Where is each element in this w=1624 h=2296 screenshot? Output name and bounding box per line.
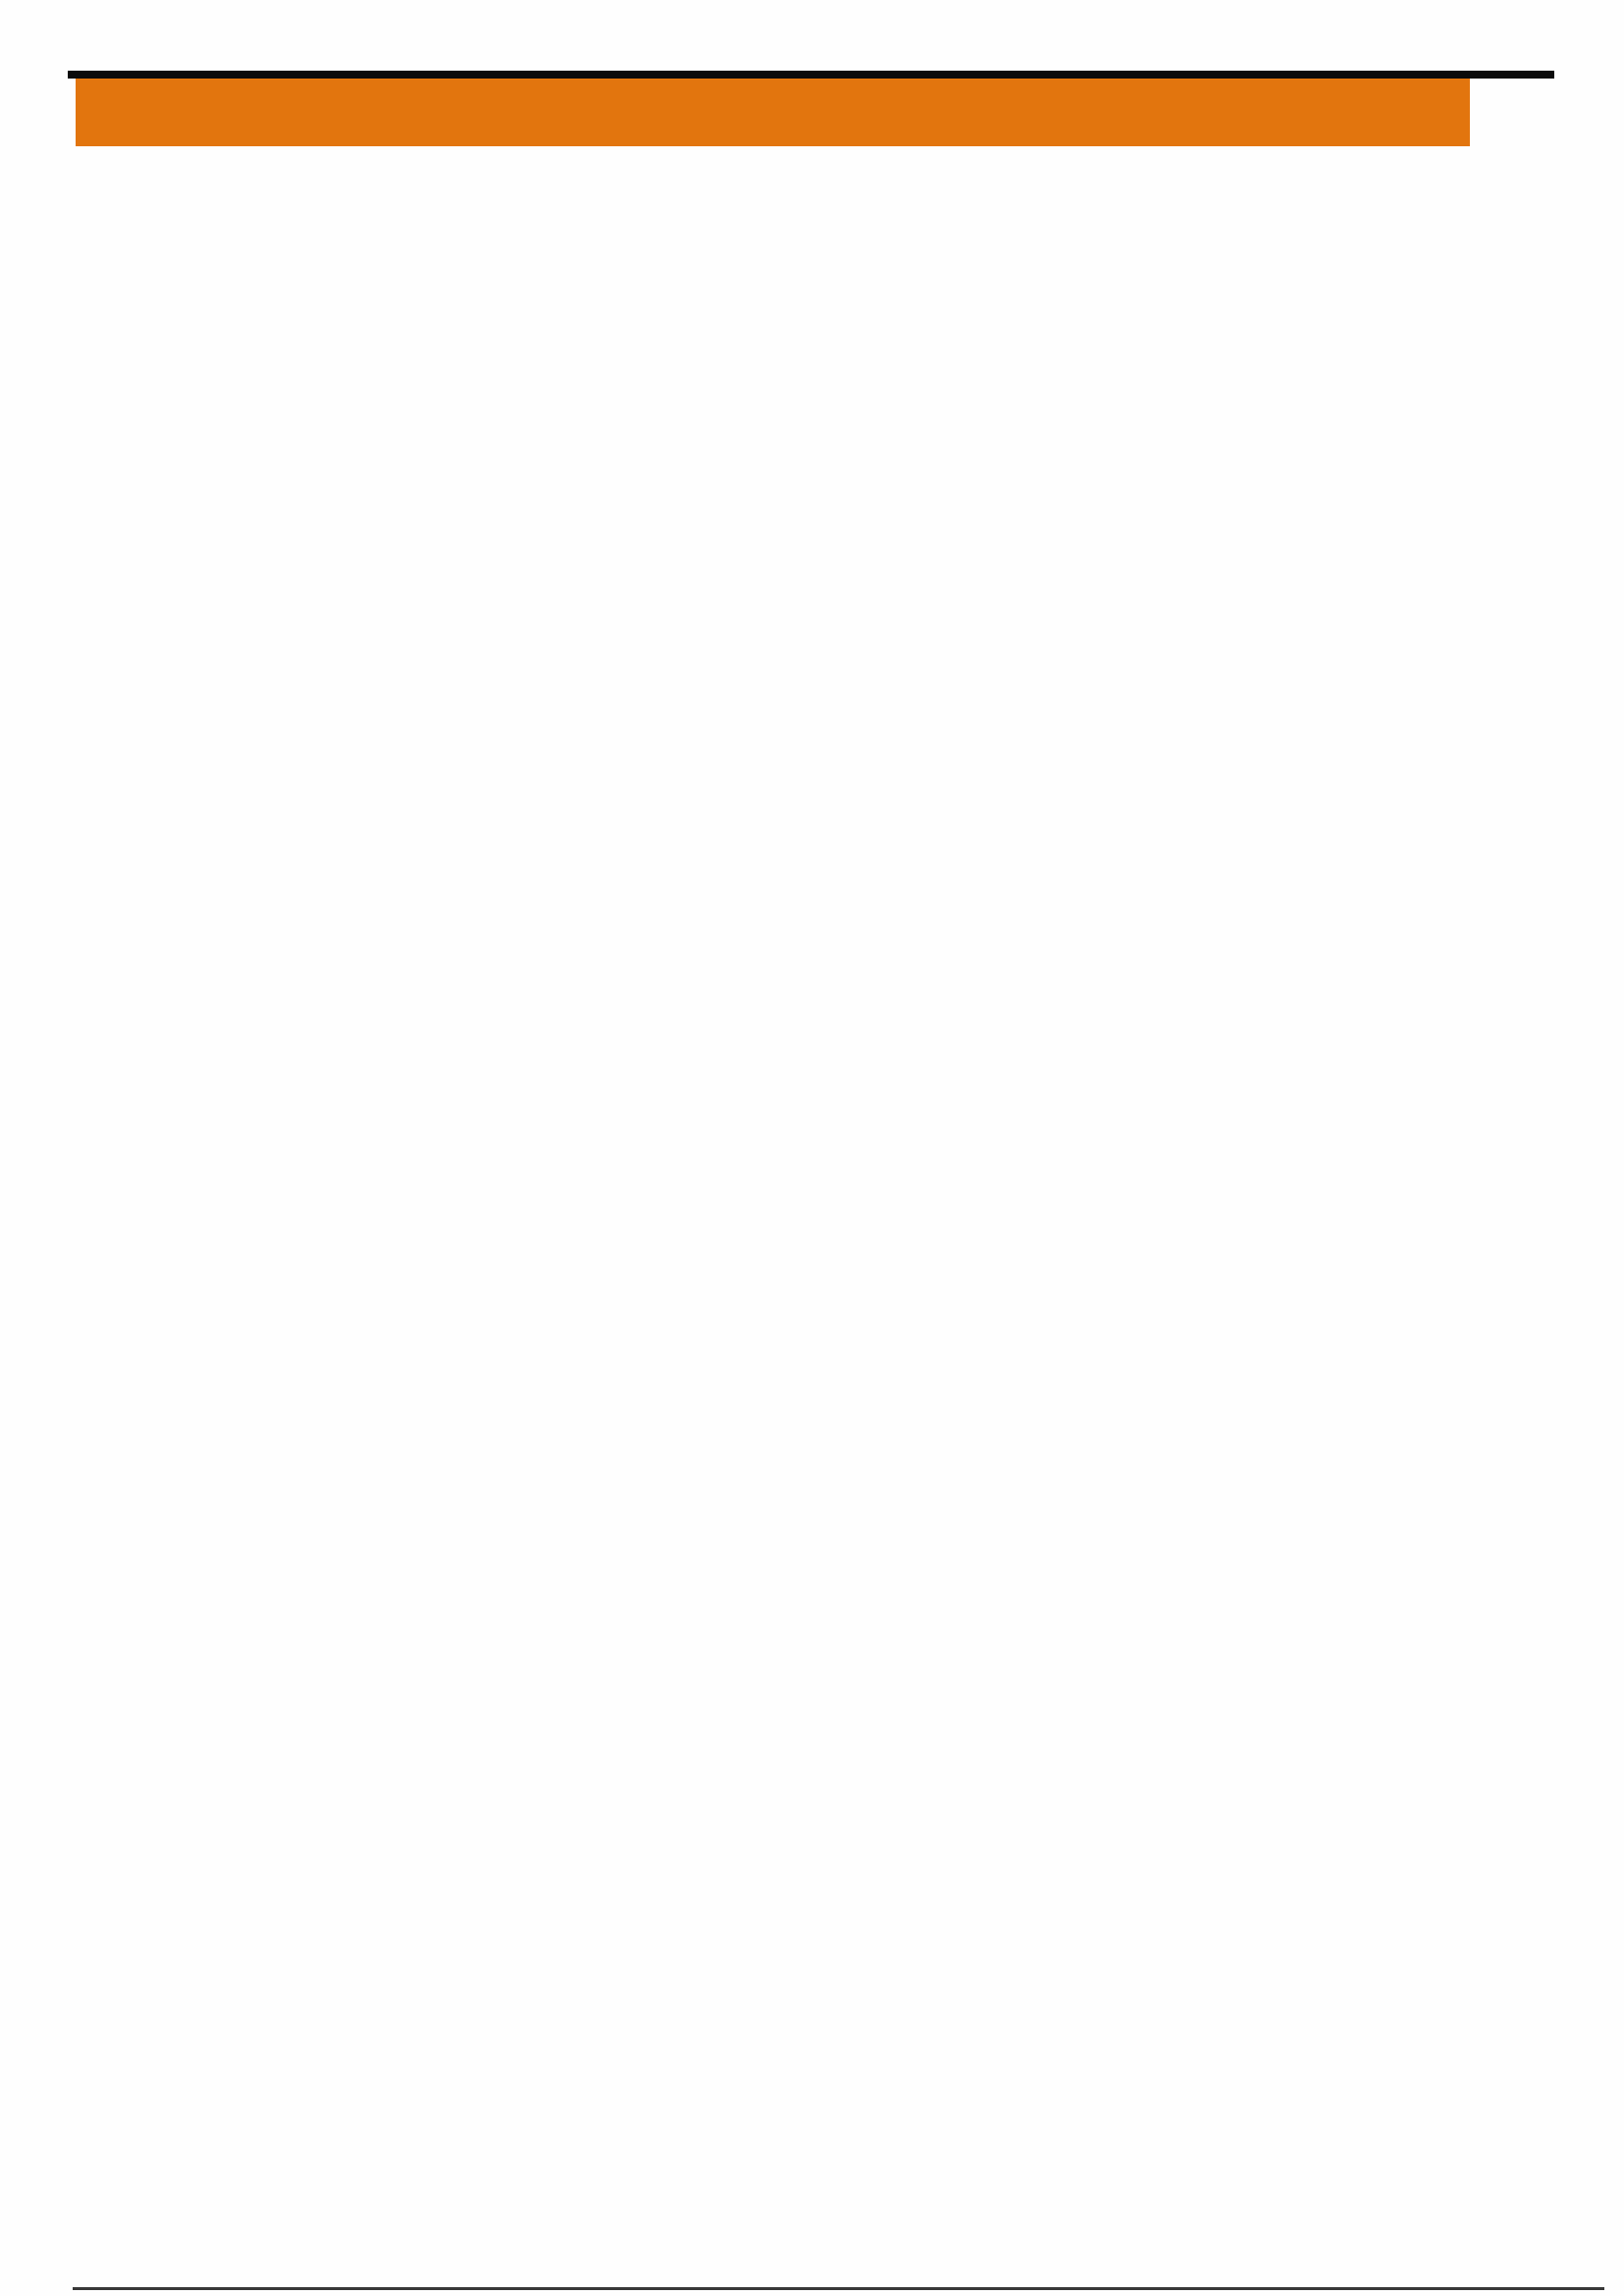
footer-rule	[73, 2287, 1604, 2290]
menu-list	[83, 0, 1387, 2296]
